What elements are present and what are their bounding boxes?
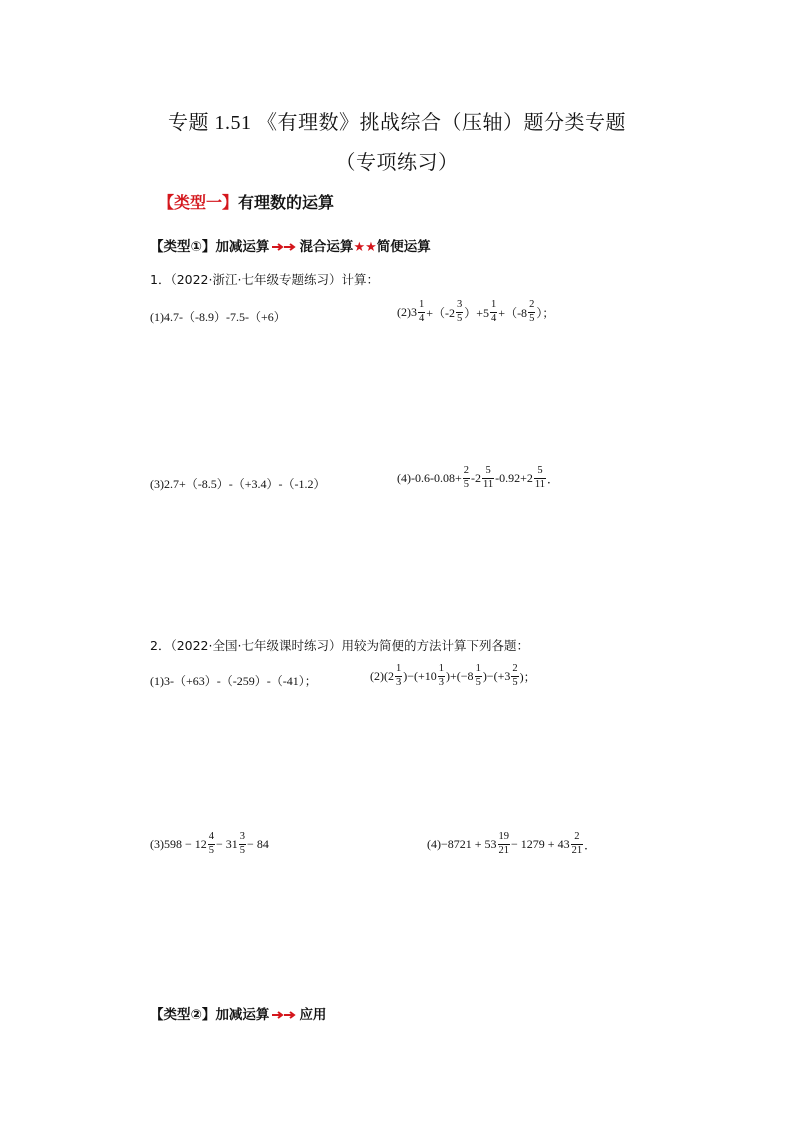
- question-1-part-2: (2)3 $\frac{1}{4}$ +（-2 $\frac{3}{5}$ ）+5 $\frac{1}{4}$ +（-8 $\frac{2}{5}$ ）；: [397, 299, 555, 324]
- question-2-part-1: (1)3-（+63）-（-259）-（-41）；: [150, 674, 317, 688]
- section-label: 有理数的运算: [238, 193, 335, 212]
- fraction: $\frac{1}{4}$: [491, 299, 497, 324]
- fraction: $\frac{1}{3}$: [438, 663, 445, 688]
- section-heading-1: [158, 190, 334, 213]
- fraction: $\frac{1}{3}$: [396, 663, 402, 688]
- fraction: $\frac{4}{5}$: [208, 831, 215, 856]
- question-2-part-4: (4)−8721 + 53 $\frac{19}{21}$ − 1279 + 43 $\frac{2}{21}$ ．: [427, 831, 597, 856]
- double-arrow-icon: [271, 242, 297, 252]
- question-2-part-2: (2)(2 $\frac{1}{3}$ )−(+10 $\frac{1}{3}$ )+(−8 $\frac{1}{5}$ )−(+3 $\frac{2}{5}$ )；: [370, 663, 536, 688]
- fraction: $\frac{1}{5}$: [475, 663, 481, 688]
- double-arrow-icon: [271, 1010, 297, 1020]
- fraction: $\frac{19}{21}$: [498, 831, 510, 856]
- question-1-part-4: (4)-0.6-0.08+ $\frac{2}{5}$ -2 $\frac{5}{11}$ -0.92+2 $\frac{5}{11}$ ．: [397, 465, 560, 490]
- question-1-part-1: (1)4.7-（-8.9）-7.5-（+6）: [150, 310, 286, 324]
- question-2-stem: 2．（2022·全国·七年级课时练习）用较为简便的方法计算下列各题：: [150, 638, 529, 653]
- section-bracket: 【类型一】: [158, 193, 239, 212]
- question-1-part-3: (3)2.7+（-8.5）-（+3.4）-（-1.2）: [150, 477, 326, 491]
- fraction: $\frac{3}{5}$: [239, 831, 246, 856]
- fraction: $\frac{5}{11}$: [483, 465, 494, 490]
- subsection-heading-1: 【类型①】加减运算 混合运算★★简便运算: [150, 239, 431, 255]
- star-icons: ★★: [353, 240, 377, 255]
- fraction: $\frac{3}{5}$: [457, 299, 463, 324]
- fraction: $\frac{2}{21}$: [571, 831, 583, 856]
- question-1-stem: 1．（2022·浙江·七年级专题练习）计算：: [150, 272, 379, 287]
- fraction: $\frac{2}{5}$: [463, 465, 470, 490]
- fraction: $\frac{2}{5}$: [512, 663, 518, 688]
- question-2-part-3: (3)598 − 12 $\frac{4}{5}$ − 31 $\frac{3}{5}$ − 84: [150, 831, 269, 856]
- page-subtitle: （专项练习）: [335, 152, 459, 174]
- fraction: $\frac{5}{11}$: [534, 465, 546, 490]
- subsection-heading-2: 【类型②】加减运算 应用: [150, 1007, 327, 1023]
- fraction: $\frac{2}{5}$: [529, 299, 535, 324]
- fraction: $\frac{1}{4}$: [419, 299, 425, 324]
- page-title: 专题 1.51 《有理数》挑战综合（压轴）题分类专题: [168, 112, 626, 134]
